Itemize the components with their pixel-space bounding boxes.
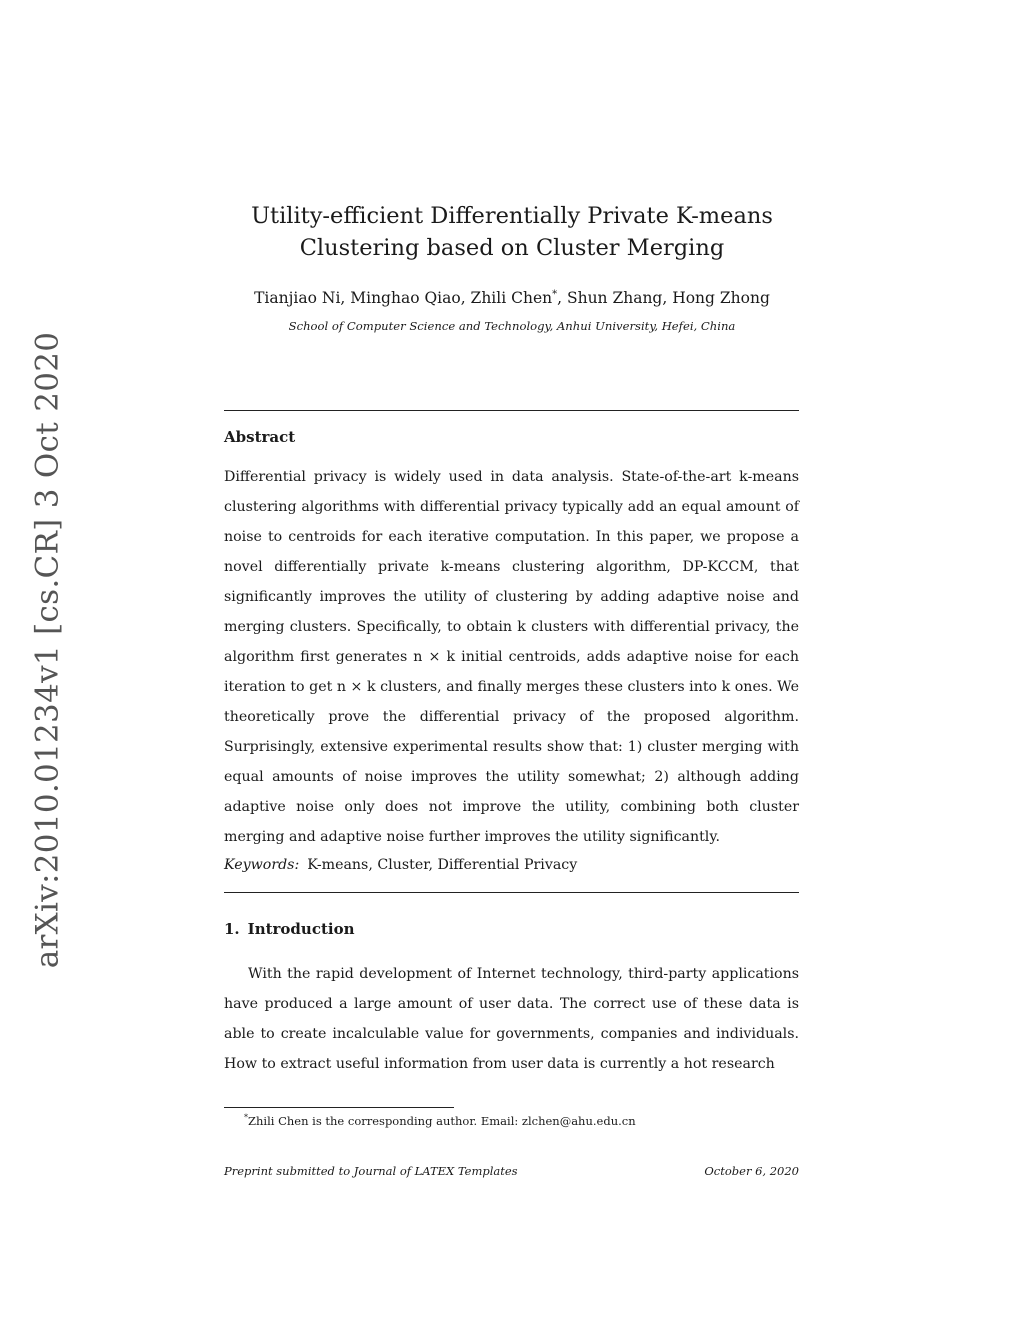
footnote [224, 1113, 636, 1128]
section-title: Introduction [247, 920, 355, 938]
arxiv-identifier: arXiv:2010.01234v1 [cs.CR] 3 Oct 2020 [29, 331, 65, 969]
footnote-text: Zhili Chen is the corresponding author. Email: zlchen@ahu.edu.cn [248, 1113, 636, 1128]
footnote-rule [224, 1107, 454, 1108]
footer-date: October 6, 2020 [704, 1164, 799, 1178]
abstract-top-rule [224, 410, 799, 411]
preprint-note: Preprint submitted to Journal of LATEX Templates [224, 1164, 518, 1178]
abstract-heading: Abstract [224, 428, 296, 446]
introduction-paragraph: With the rapid development of Internet technology, third-party applications have produced a large amount of user data. The correct use of these data is able to create incalculable value for governments, companies and individuals. How to extract useful information from user data is currently a hot research [224, 966, 799, 1072]
authors-part-2: , Shun Zhang, Hong Zhong [557, 289, 770, 308]
title-line-2: Clustering based on Cluster Merging [299, 235, 725, 261]
title-line-1: Utility-efficient Differentially Private K-means [251, 203, 773, 229]
abstract-text: Differential privacy is widely used in data analysis. State-of-the-art k-means clustering algorithms with differential privacy typically add an equal amount of noise to centroids for each iterative computation. In this paper, we propose a novel differentially private k-means clustering algorithm, DP-KCCM, that significantly improves the utility of clustering by adding adaptive noise and merging clusters. Specifically, to obtain k clusters with differential privacy, the algorithm first generates n × k initial centroids, adds adaptive noise for each iteration to get n × k clusters, and finally merges these clusters into k ones. We theoretically prove the differential privacy of the proposed algorithm. Surprisingly, extensive experimental results show that: 1) cluster merging with equal amounts of noise improves the utility somewhat; 2) although adding adaptive noise only does not improve the utility, combining both cluster merging and adaptive noise further improves the utility significantly. [224, 469, 799, 845]
authors-part-1: Tianjiao Ni, Minghao Qiao, Zhili Chen [254, 289, 553, 308]
abstract-bottom-rule [224, 892, 799, 893]
affiliation: School of Computer Science and Technology, Anhui University, Hefei, China [288, 319, 736, 333]
section-number: 1. [224, 920, 240, 938]
arxiv-stamp [29, 331, 65, 969]
keywords-text: K-means, Cluster, Differential Privacy [307, 857, 578, 873]
paper-title [212, 200, 812, 264]
footnote-mark: * [244, 1113, 248, 1122]
section-heading [224, 920, 355, 938]
keywords-label: Keywords: [224, 857, 300, 873]
corresponding-author-mark: * [552, 289, 558, 300]
author-list [212, 289, 812, 307]
keywords [224, 857, 799, 873]
